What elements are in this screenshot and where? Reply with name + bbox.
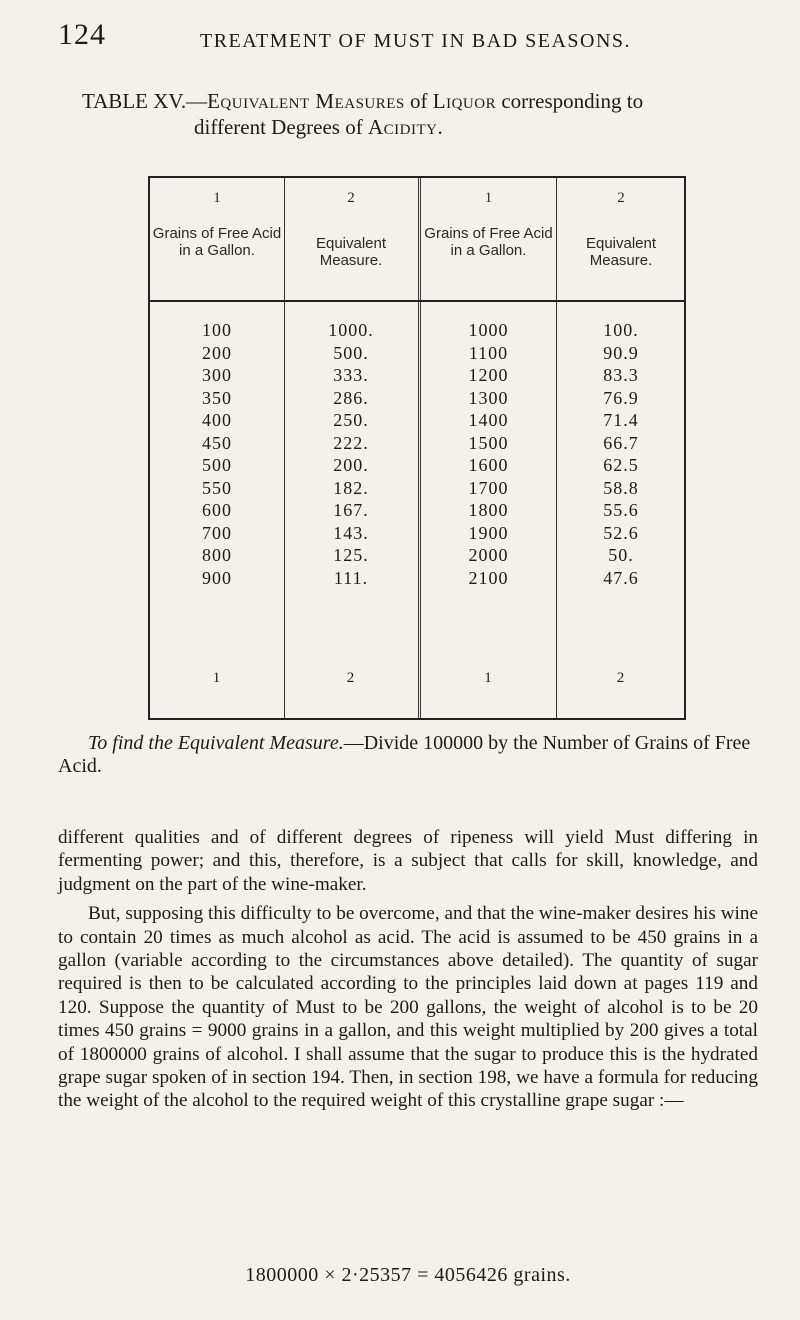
table-cell: 600 bbox=[202, 500, 232, 520]
caption-text: of bbox=[404, 89, 433, 113]
table-cell: 1400 bbox=[468, 410, 509, 430]
table-cell: 300 bbox=[202, 365, 232, 385]
table-row bbox=[150, 455, 684, 478]
table-cell: 1600 bbox=[468, 455, 509, 475]
table-cell: 55.6 bbox=[603, 500, 639, 520]
header-col-number: 1 bbox=[484, 190, 493, 206]
header-rule bbox=[150, 300, 684, 302]
rule-note-text: —Divide 100000 by the Number of Grains of Free Acid. bbox=[58, 732, 751, 777]
caption-line-2 bbox=[82, 114, 762, 140]
table-cell: 182. bbox=[333, 477, 369, 498]
table-cell: 66.7 bbox=[603, 432, 639, 453]
header-col-number: 2 bbox=[617, 190, 625, 206]
table-cell: 333. bbox=[333, 365, 369, 385]
header-col-number: 2 bbox=[347, 190, 355, 206]
table-cell: 90.9 bbox=[603, 342, 639, 363]
table-cell: 500 bbox=[202, 455, 232, 475]
table-cell: 167. bbox=[333, 500, 369, 520]
table-cell: 100 bbox=[202, 320, 232, 340]
footer-cell: 2 bbox=[616, 670, 626, 686]
running-head bbox=[58, 18, 758, 58]
caption-term-measures: Equivalent Measures bbox=[207, 89, 405, 113]
rule-note bbox=[58, 732, 758, 778]
header-col-label: Equivalent Measure. bbox=[585, 235, 657, 269]
table-cell: 76.9 bbox=[603, 387, 639, 408]
table-cell: 250. bbox=[333, 410, 369, 430]
table-cell: 800 bbox=[202, 545, 232, 565]
rule-note-lead: To find the Equivalent Measure. bbox=[88, 732, 344, 754]
header-col-label: Grains of Free Acid in a Gallon. bbox=[152, 225, 282, 259]
table-cell: 550 bbox=[202, 477, 232, 498]
equivalent-measures-table bbox=[148, 176, 686, 720]
table-cell: 286. bbox=[333, 387, 369, 408]
table-cell: 1800 bbox=[468, 500, 509, 520]
table-cell: 1100 bbox=[468, 342, 509, 363]
footer-cell: 2 bbox=[346, 670, 356, 686]
table-body bbox=[150, 320, 684, 590]
paragraph: different qualities and of different degrees of ripeness will yield Must differing in fermenting power; and this, therefore, is a subject that calls for skill, knowledge, and judgment on the part of the wine-maker. bbox=[58, 827, 758, 895]
table-row bbox=[150, 478, 684, 501]
table-cell: 1000. bbox=[328, 320, 374, 340]
header-col-label: Equivalent Measure. bbox=[315, 235, 387, 269]
table-cell: 2100 bbox=[468, 567, 509, 588]
table-cell: 52.6 bbox=[603, 522, 639, 543]
paragraph: But, supposing this difficulty to be overcome, and that the wine-maker desires his wine to contain 20 times as much alcohol as acid. The acid is assumed to be 450 grains in a gallon (variable according to the circumstances above detailed). The quantity of sugar required is then to be calculated according to the principles laid down at pages 119 and 120. Suppose the quantity of Must to be 200 gallons, the weight of alcohol is to be 20 times 450 grains = 9000 grains in a gallon, and this weight multiplied by 200 gives a total of 1800000 grains of alcohol. I shall assume that the sugar to produce this is the hydrated grape sugar spoken of in section 194. Then, in section 198, we have a formula for reducing the weight of the alcohol to the required weight of this crystalline grape sugar :— bbox=[58, 903, 758, 1112]
table-row bbox=[150, 433, 684, 456]
table-caption bbox=[82, 88, 762, 140]
caption-term-liquor: Liquor bbox=[432, 89, 497, 113]
table-cell: 125. bbox=[333, 545, 369, 565]
formula: 1800000 × 2·25357 = 4056426 grains. bbox=[245, 1264, 571, 1286]
table-cell: 400 bbox=[202, 410, 232, 430]
table-cell: 111. bbox=[333, 567, 369, 588]
header-col-2 bbox=[284, 178, 418, 300]
table-cell: 100. bbox=[603, 320, 639, 340]
page-number: 124 bbox=[58, 18, 106, 51]
running-title: TREATMENT OF MUST IN BAD SEASONS. bbox=[200, 30, 632, 52]
table-row bbox=[150, 320, 684, 343]
caption-text: different Degrees of bbox=[194, 115, 368, 139]
table-cell: 200 bbox=[202, 342, 232, 363]
table-cell: 47.6 bbox=[603, 567, 639, 588]
table-cell: 50. bbox=[608, 545, 634, 565]
table-cell: 900 bbox=[202, 567, 232, 588]
table-cell: 450 bbox=[202, 432, 232, 453]
table-cell: 200. bbox=[333, 455, 369, 475]
footer-cell: 1 bbox=[212, 670, 222, 686]
body-text bbox=[58, 826, 758, 1119]
table-cell: 71.4 bbox=[603, 410, 639, 430]
table-row bbox=[150, 523, 684, 546]
header-col-4 bbox=[556, 178, 686, 300]
table-cell: 1200 bbox=[468, 365, 509, 385]
table-row bbox=[150, 343, 684, 366]
header-col-3 bbox=[421, 178, 556, 300]
table-cell: 1900 bbox=[468, 522, 509, 543]
table-row bbox=[150, 545, 684, 568]
header-col-number: 1 bbox=[213, 190, 221, 206]
table-cell: 1300 bbox=[468, 387, 509, 408]
caption-term-acidity: Acidity. bbox=[367, 115, 444, 139]
table-cell: 2000 bbox=[468, 545, 509, 565]
table-cell: 222. bbox=[333, 432, 369, 453]
table-cell: 350 bbox=[202, 387, 232, 408]
header-col-label: Grains of Free Acid in a Gallon. bbox=[424, 225, 553, 259]
table-cell: 1700 bbox=[468, 477, 509, 498]
table-cell: 62.5 bbox=[603, 455, 639, 475]
footer-cell: 1 bbox=[484, 670, 493, 686]
table-label: TABLE XV.— bbox=[82, 89, 208, 113]
table-cell: 500. bbox=[333, 342, 369, 363]
table-cell: 1500 bbox=[468, 432, 509, 453]
caption-text: corresponding to bbox=[496, 89, 644, 113]
table-row bbox=[150, 568, 684, 591]
table-cell: 143. bbox=[333, 522, 369, 543]
table-cell: 700 bbox=[202, 522, 232, 543]
table-row bbox=[150, 388, 684, 411]
table-row bbox=[150, 365, 684, 388]
table-row bbox=[150, 500, 684, 523]
table-row bbox=[150, 410, 684, 433]
header-col-1 bbox=[150, 178, 284, 300]
table-cell: 1000 bbox=[468, 320, 509, 340]
table-cell: 83.3 bbox=[603, 365, 639, 385]
table-cell: 58.8 bbox=[603, 477, 639, 498]
